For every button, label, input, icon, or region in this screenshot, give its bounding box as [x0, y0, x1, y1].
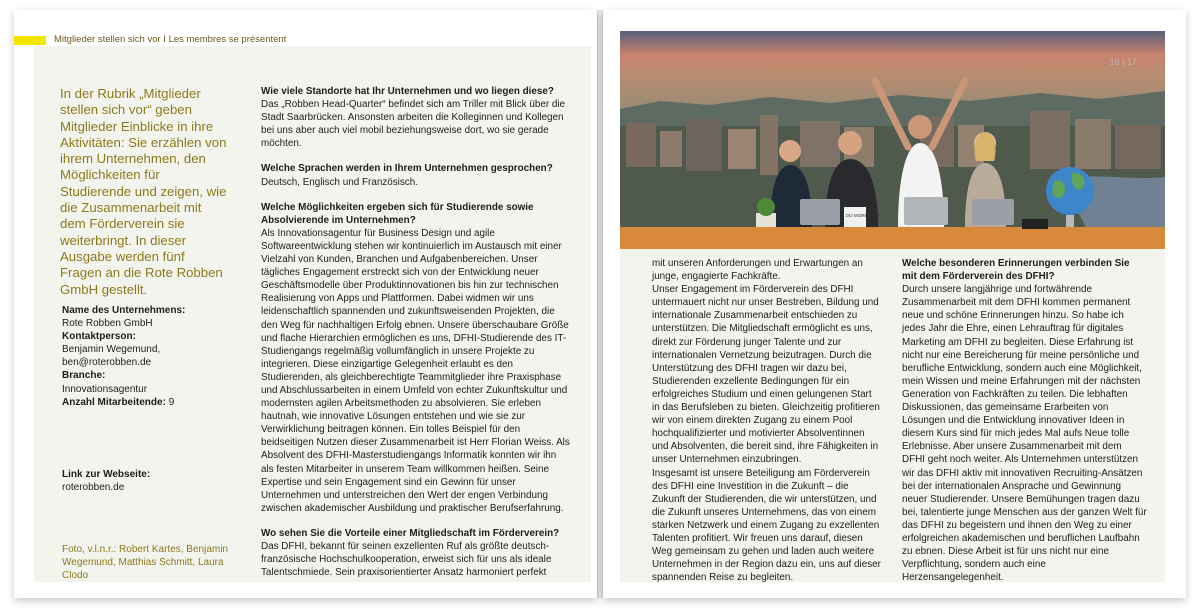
- photo-caption: Foto, v.l.n.r.: Robert Kartes, Benjamin Wegemund, Matthias Schmitt, Laura Clodo: [62, 544, 228, 581]
- website-label: Link zur Webseite:: [62, 469, 151, 480]
- question-5: Welche besonderen Erinnerungen verbinden Sie mit dem Förderverein des DFHI?: [902, 258, 1130, 283]
- text-column-right: [902, 257, 1147, 584]
- team-photo-illustration: [620, 31, 1165, 249]
- right-page: [603, 10, 1186, 598]
- plant: [756, 198, 776, 227]
- website-link[interactable]: roterobben.de: [62, 482, 125, 494]
- employees-label: Anzahl Mitarbeitende:: [62, 396, 166, 408]
- question-2: Welche Sprachen werden in Ihrem Unternehmen gesprochen?: [261, 163, 553, 175]
- answer-4-part-3: Unser Engagement im Förderverein des DFHI untermauert nicht nur unser Bestreben, Bildung und internationale Zusammenarbeit entschieden zu unterstützen. Die Mitgliedschaft ermöglicht es uns, direkt zur Förderung junger Talente und zur internationalen Vernetzung beizutragen. Durch die Unterstützung des DFHI tragen wir dazu bei, Studierenden exzellente Bedingungen für ein erfolgreiches Studium und einen gelungenen Start in das Berufsleben zu bieten. Gleichzeitig profitieren wir von einem direkten Zugang zu einem Pool hochqualifizierter und motivierter Absolventinnen und Absolventen, die bereit sind, ihre Fähigkeiten in unser Unternehmen einzubringen.: [652, 284, 880, 466]
- website-block: [62, 468, 232, 494]
- answer-4-part-2: mit unseren Anforderungen und Erwartungen an junge, engagierte Fachkräfte.: [652, 258, 863, 283]
- left-page: [14, 10, 597, 598]
- intro-text: In der Rubrik „Mitglieder stellen sich vor“ geben Mitglieder Einblicke in ihre Aktivitäten: Sie erzählen von ihrem Unternehmen, den Möglichkeiten für Studierende und zeigen, wie die Zusammenarbeit mit dem Förderverein sie weiterbringt. In dieser Ausgabe werden fünf Fragen an die Rote Robben GmbH gestellt.: [60, 86, 227, 297]
- branch-label: Branche:: [62, 370, 106, 382]
- team-photo: [620, 31, 1165, 249]
- contact-email: ben@roterobben.de: [62, 357, 152, 369]
- answer-3: Als Innovationsagentur für Business Design und agile Softwareentwicklung stehen wir kontinuierlich im Austausch mit einer Vielzahl von Kunden, Branchen und Aufgabenbereichen. Unser tägliches Engagement erstreckt sich von der Entwicklung neuer Geschäftsmodelle über Produktinnovationen bis hin zur technischen Realisierung von Apps und Plattformen. Dabei widmen wir uns leidenschaftlich spannenden und zukunftsweisenden Projekten, die den Weg für nachhaltigen Erfolg ebnen. Unsere überschaubare Größe und flache Hierarchien ermöglichen es uns, DFHI-Studierende des IT-Studiengangs regelmäßig vollumfänglich in unsere Projekte zu integrieren. Diese einzigartige Gelegenheit erlaubt es den Studierenden, als gleichberechtigte Teammitglieder ihre Praxisphase und Abschlussarbeiten in einem Umfeld von echter Zukunftskultur und modernsten agilen Arbeitsmethoden zu absolvieren. Sie erleben hautnah, wie innovative Lösungen entstehen und wie sie zur Verwirklichung beitragen können. Ein tolles Beispiel für den beidseitigen Nutzen dieser Zusammenarbeit ist Herr Florian Weiss. Als Absolvent des DFHI-Masterstudiengangs Informatik konnten wir ihn als festen Mitarbeiter in unserem Team willkommen heißen. Seine Expertise und sein Engagement sind ein Gewinn für unser Unternehmen und unterstreichen den Wert der engen Verbindung zwischen akademischer Ausbildung und praktischer Berufserfahrung.: [261, 227, 570, 514]
- section-marker: [14, 36, 46, 45]
- answer-2: Deutsch, Englisch und Französisch.: [261, 176, 418, 188]
- contact-label: Kontaktperson:: [62, 331, 136, 343]
- laptops: [800, 197, 1014, 225]
- employees-count: 9: [168, 396, 175, 408]
- page-numbers: 16 | 17: [1109, 57, 1137, 67]
- text-column-middle: [652, 257, 882, 584]
- answer-4-part-1: Das DFHI, bekannt für seinen exzellenten Ruf als größte deutsch-französische Hochschulkooperation, erweist sich für uns als ideale Talentschmiede. Sein praxisorientierter Ansatz harmoniert perfekt: [261, 541, 552, 579]
- desk: [620, 227, 1165, 249]
- question-3: Welche Möglichkeiten ergeben sich für Studierende sowie Absolvierende im Unternehmen?: [261, 201, 534, 226]
- contact-name: Benjamin Wegemund,: [62, 344, 161, 356]
- question-1: Wie viele Standorte hat Ihr Unternehmen und wo liegen diese?: [261, 86, 554, 97]
- question-4: Wo sehen Sie die Vorteile einer Mitgliedschaft im Förderverein?: [261, 527, 560, 539]
- section-header: Mitglieder stellen sich vor I Les membres se présentent: [54, 34, 287, 45]
- company-facts: [62, 304, 232, 409]
- company-name-label: Name des Unternehmens:: [62, 305, 186, 316]
- text-column-left: [261, 85, 571, 579]
- company-name: Rote Robben GmbH: [62, 318, 153, 330]
- answer-5: Durch unsere langjährige und fortwährende Zusammenarbeit mit dem DFHI kommen permanent neue und schöne Erinnerungen hinzu. So habe ich jedes Jahr die Ehre, einen Lehrauftrag für digitales Marketing am DFHI zu begleiten. Diese Erfahrung ist nicht nur eine Bereicherung für meine persönliche und berufliche Entwicklung, sondern auch eine Möglichkeit, mein Wissen und meine Erfahrungen mit der nächsten Generation von Fachkräften zu teilen. Die lebhaften Diskussionen, das gemeinsame Erarbeiten von Lösungen und die Entwicklung innovativer Ideen in diesem Kurs sind für mich jedes Mal aufs Neue tolle Erlebnisse. Aber unsere Zusammenarbeit mit dem DFHI geht noch weiter. Als Unternehmen unterstützen wir das DFHI aktiv mit innovativen Recruiting-Ansätzen bei der internationalen Ansprache und Gewinnung neuer Studierender. Unsere Bemühungen tragen dazu bei, talentierte junge Menschen aus der ganzen Welt für das DFHI zu begeistern und ihnen den Weg zu einer erfolgreichen akademischen und beruflichen Laufbahn zu ebnen. Diese Arbeit ist für uns nicht nur eine Verpflichtung, sondern auch eine Herzensangelegenheit.: [902, 284, 1147, 584]
- tablet: [1022, 219, 1048, 229]
- answer-1: Das „Robben Head-Quarter“ befindet sich am Triller mit Blick über die Stadt Saarbrücken. Ansonsten arbeiten die Kolleginnen und Kollegen bei uns aber auch viel mobil beziehungsweise dort, wo sie gerade möchten.: [261, 99, 566, 150]
- mug-label: DO MORE THAN: [846, 213, 881, 218]
- answer-4-part-4: Insgesamt ist unsere Beteiligung am Förderverein des DFHI eine Investition in die Zukunft – die Zukunft der Studierenden, die wir unterstützen, und die Zukunft unseres Unternehmens, das von einem starken Netzwerk und einem Zugang zu exzellenten Talenten profitiert. Wir freuen uns darauf, diesen Weg gemeinsam zu gehen und laden auch weitere Unternehmen in der Region dazu ein, uns auf dieser spannenden Reise zu begleiten.: [652, 467, 881, 584]
- branch-value: Innovationsagentur: [62, 383, 148, 395]
